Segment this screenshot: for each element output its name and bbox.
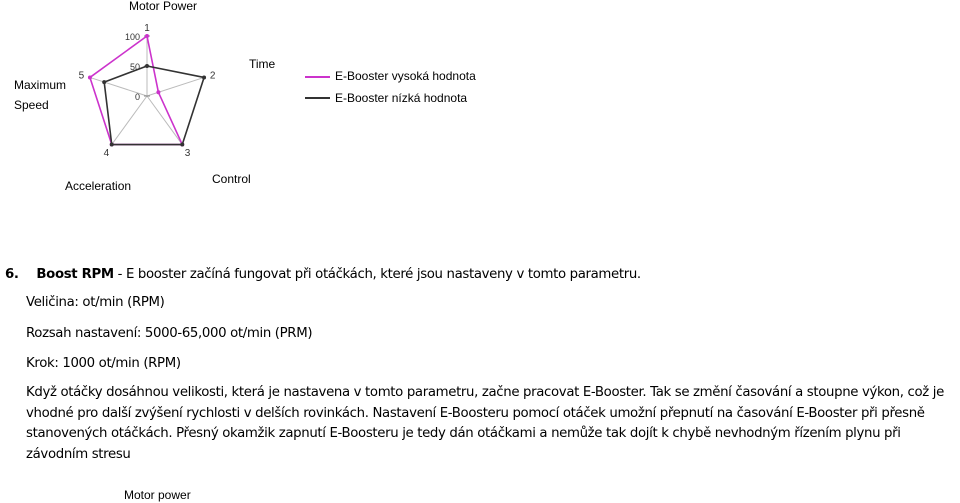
radar-point [145, 34, 149, 38]
radar-spoke [147, 96, 182, 145]
radar-point [102, 80, 106, 84]
radar-axis-tick-label: 1 [144, 23, 150, 34]
legend-label-low: E-Booster nízká hodnota [335, 91, 468, 105]
axis-name-time: Time [249, 57, 276, 71]
radar-axis-tick-label: 3 [184, 147, 191, 159]
legend-swatch-high [305, 76, 330, 78]
axis-name-motor-power-next: Motor power [124, 488, 191, 502]
legend-label-high: E-Booster vysoká hodnota [335, 69, 476, 83]
step-line: Krok: 1000 ot/min (RPM) [26, 356, 181, 371]
radar-axis-tick-label: 2 [209, 70, 216, 82]
radar-spoke [112, 96, 147, 145]
radar-point [180, 143, 184, 147]
radar-axis-tick-label: 5 [78, 70, 85, 82]
legend-swatch-low [305, 97, 330, 99]
radar-series-high [90, 36, 182, 145]
radar-chart [80, 18, 260, 168]
radar-axis-tick-label: 4 [103, 147, 110, 159]
section-heading [5, 267, 641, 282]
radar-scale-label: 0 [134, 92, 140, 102]
radar-point [88, 75, 92, 79]
radar-scale-label: 50 [129, 62, 140, 72]
axis-name-acceleration: Acceleration [65, 179, 132, 193]
radar-point [145, 64, 149, 68]
radar-point [156, 90, 160, 94]
axis-name-motor-power: Motor Power [129, 0, 198, 13]
section-title: Boost RPM [36, 267, 114, 282]
axis-name-control: Control [212, 172, 251, 186]
axis-name-speed: Speed [14, 98, 49, 112]
radar-point [202, 75, 206, 79]
body-paragraph: Když otáčky dosáhnou velikosti, která je nastavena v tomto parametru, začne pracovat E-Booster. Tak se změní časování a stoupne výkon, což je vhodné pro další zvýšení rychlosti v delších rovinkách. Nastavení E-Boosteru pomocí otáček umožní přepnutí na časování E-Booster při přesně stanovených otáčkách. Přesný okamžik zapnutí E-Boosteru je tedy dán otáčkami a nemůže tak dojít k chybě nevhodným řízením plynu při závodním stresu [26, 385, 944, 462]
section-title-rest: - E booster začíná fungovat při otáčkách, které jsou nastaveny v tomto parametru. [113, 267, 641, 282]
axis-name-maximum: Maximum [14, 78, 67, 92]
section-number: 6. [5, 267, 19, 282]
radar-scale-label: 100 [124, 32, 140, 42]
radar-point [110, 143, 114, 147]
unit-line: Veličina: ot/min (RPM) [26, 295, 165, 310]
range-line: Rozsah nastavení: 5000-65,000 ot/min (PRM) [26, 326, 313, 341]
